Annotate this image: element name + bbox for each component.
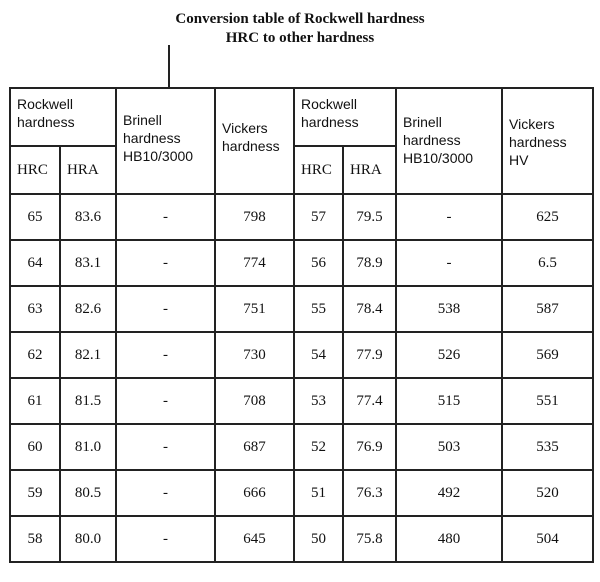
header-hra-right: HRA (343, 146, 396, 194)
header-brinell-left (116, 88, 215, 194)
cell-brinell-right: 480 (396, 516, 502, 562)
cell-hrc-left: 59 (10, 470, 60, 516)
cell-brinell-right: 526 (396, 332, 502, 378)
table-row (10, 332, 593, 378)
cell-hrc-right: 50 (294, 516, 343, 562)
cell-vickers-left: 798 (215, 194, 294, 240)
cell-hra-left: 83.6 (60, 194, 116, 240)
header-text: hardness (301, 114, 359, 130)
table-row (10, 286, 593, 332)
cell-hrc-left: 58 (10, 516, 60, 562)
cell-brinell-right: 515 (396, 378, 502, 424)
cell-hrc-right: 51 (294, 470, 343, 516)
cell-hra-right: 77.9 (343, 332, 396, 378)
cell-brinell-right: - (396, 194, 502, 240)
cell-brinell-right: 503 (396, 424, 502, 470)
cell-vickers-left: 687 (215, 424, 294, 470)
cell-brinell-left: - (116, 378, 215, 424)
header-text: hardness (509, 134, 567, 150)
cell-hrc-right: 53 (294, 378, 343, 424)
cell-hra-left: 82.1 (60, 332, 116, 378)
cell-brinell-left: - (116, 286, 215, 332)
pointer-line (168, 45, 170, 87)
cell-hrc-left: 65 (10, 194, 60, 240)
cell-brinell-left: - (116, 240, 215, 286)
cell-hra-left: 83.1 (60, 240, 116, 286)
cell-brinell-left: - (116, 516, 215, 562)
cell-brinell-left: - (116, 194, 215, 240)
header-text: Brinell (403, 114, 442, 130)
header-text: Vickers (509, 116, 555, 132)
cell-hrc-left: 64 (10, 240, 60, 286)
header-hrc-right: HRC (294, 146, 343, 194)
table-row (10, 240, 593, 286)
header-rockwell-left (10, 88, 116, 146)
cell-vickers-right: 569 (502, 332, 593, 378)
cell-vickers-right: 504 (502, 516, 593, 562)
header-vickers-left (215, 88, 294, 194)
header-text: Rockwell (301, 96, 358, 112)
cell-hrc-left: 62 (10, 332, 60, 378)
cell-vickers-left: 730 (215, 332, 294, 378)
cell-vickers-right: 6.5 (502, 240, 593, 286)
cell-vickers-left: 751 (215, 286, 294, 332)
cell-vickers-left: 645 (215, 516, 294, 562)
cell-hrc-right: 52 (294, 424, 343, 470)
cell-vickers-right: 625 (502, 194, 593, 240)
cell-hra-right: 78.9 (343, 240, 396, 286)
cell-vickers-right: 587 (502, 286, 593, 332)
cell-hrc-right: 55 (294, 286, 343, 332)
cell-hra-right: 76.3 (343, 470, 396, 516)
table-row (10, 424, 593, 470)
table-row (10, 516, 593, 562)
header-rockwell-right (294, 88, 396, 146)
cell-vickers-left: 666 (215, 470, 294, 516)
header-text: Vickers (222, 120, 268, 136)
cell-hra-right: 79.5 (343, 194, 396, 240)
header-text: hardness (17, 114, 75, 130)
cell-hrc-left: 63 (10, 286, 60, 332)
cell-hra-left: 80.0 (60, 516, 116, 562)
cell-hrc-right: 57 (294, 194, 343, 240)
cell-brinell-left: - (116, 424, 215, 470)
cell-hrc-left: 61 (10, 378, 60, 424)
cell-vickers-left: 774 (215, 240, 294, 286)
header-brinell-right (396, 88, 502, 194)
header-text: Brinell (123, 112, 162, 128)
table-title (0, 10, 600, 48)
cell-hra-left: 81.0 (60, 424, 116, 470)
cell-hra-left: 81.5 (60, 378, 116, 424)
header-text: hardness (123, 130, 181, 146)
conversion-table (9, 87, 594, 563)
cell-brinell-left: - (116, 332, 215, 378)
header-vickers-right (502, 88, 593, 194)
table-row (10, 378, 593, 424)
cell-vickers-right: 551 (502, 378, 593, 424)
header-text: HV (509, 152, 529, 168)
header-text: Rockwell (17, 96, 74, 112)
cell-brinell-right: 538 (396, 286, 502, 332)
cell-hra-right: 76.9 (343, 424, 396, 470)
cell-hrc-right: 54 (294, 332, 343, 378)
table-row (10, 194, 593, 240)
cell-hra-left: 80.5 (60, 470, 116, 516)
cell-vickers-right: 535 (502, 424, 593, 470)
header-hra-left: HRA (60, 146, 116, 194)
cell-hra-right: 78.4 (343, 286, 396, 332)
header-text: hardness (403, 132, 461, 148)
cell-vickers-right: 520 (502, 470, 593, 516)
header-text: HB10/3000 (123, 148, 194, 164)
cell-hra-right: 75.8 (343, 516, 396, 562)
header-hrc-left: HRC (10, 146, 60, 194)
table-row (10, 470, 593, 516)
cell-hrc-right: 56 (294, 240, 343, 286)
cell-hra-right: 77.4 (343, 378, 396, 424)
cell-brinell-right: 492 (396, 470, 502, 516)
cell-hrc-left: 60 (10, 424, 60, 470)
cell-brinell-right: - (396, 240, 502, 286)
cell-brinell-left: - (116, 470, 215, 516)
title-line-1: Conversion table of Rockwell hardness (175, 11, 425, 27)
header-row-main (10, 88, 593, 146)
title-line-2: HRC to other hardness (225, 30, 375, 46)
cell-vickers-left: 708 (215, 378, 294, 424)
header-text: HB10/3000 (403, 150, 474, 166)
cell-hra-left: 82.6 (60, 286, 116, 332)
header-text: hardness (222, 138, 280, 154)
